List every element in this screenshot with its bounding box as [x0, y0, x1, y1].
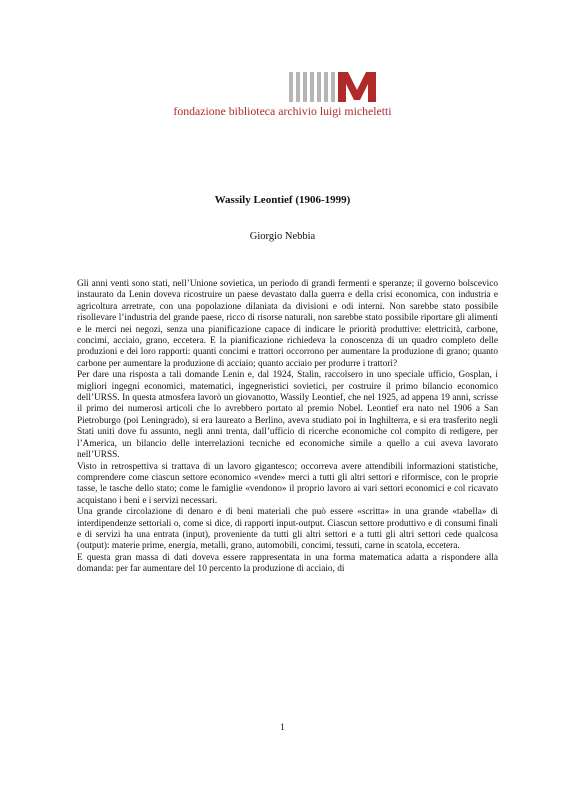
paragraph: Visto in retrospettiva si trattava di un lavoro gigantesco; occorreva avere attendibili informazioni statistiche, comprendere come ciascun settore economico «vende» merci a tutti gli altri settori e riformisce, con le proprie tasse, le tasche dello stato; come le famiglie «vendono» il proprio lavoro ai vari settori economici e col ricavato acquistano i beni e i servizi necessari.: [77, 461, 498, 506]
logo-m-icon: [289, 72, 389, 102]
paragraph: Gli anni venti sono stati, nell’Unione sovietica, un periodo di grandi fermenti e speranze; il governo bolscevico instaurato da Lenin doveva ricostruire un paese devastato dalla guerra e della crisi economica, con industria e agricoltura arretrate, con una popolazione dilaniata da divisioni e odi interni. Non sarebbe stato possibile risollevare l’industria del grande paese, ricco di risorse naturali, non sarebbe stato possibile riportare gli alimenti e le merci nei negozi, senza una pianificazione capace di indicare le priorità produttive: elettricità, carbone, concimi, acciaio, grano, eccetera. E la pianificazione richiedeva la conoscenza di un quadro completo delle produzioni e dei loro rapporti: quanti concimi e trattori occorrono per aumentare la produzione di grano; quanto carbone per aumentare la produzione di acciaio; quanto acciaio per produrre i trattori?: [77, 279, 498, 369]
paragraph: Per dare una risposta a tali domande Lenin e, dal 1924, Stalin, raccolsero in uno speciale ufficio, Gosplan, i migliori ingegni economici, matematici, ingegneristici sovietici, per costruire il primo bilancio economico dell’URSS. In questa atmosfera lavorò un giovanotto, Wassily Leontief, che nel 1925, ad appena 19 anni, scrisse il primo dei numerosi articoli che lo avrebbero portato al premio Nobel. Leontief era nato nel 1906 a San Pietroburgo (poi Leningrado), si era laureato a Berlino, aveva studiato poi in Inghilterra, e si era trasferito negli Stati uniti dove fu assunto, negli anni trenta, dall’ufficio di ricerche economiche col compito di redigere, per l’America, un bilancio delle interrelazioni tecniche ed economiche simile a quello a cui aveva lavorato nell’URSS.: [77, 370, 498, 461]
logo-m-letter: [338, 72, 376, 102]
paragraph: Una grande circolazione di denaro e di beni materiali che può essere «scritta» in una grande «tabella» di interdipendenze settoriali o, come si dice, di rapporti input-output. Ciascun settore produttivo e di consumi finali e di servizi ha una entrata (input), proveniente da tutti gli altri settori e a tutti gli altri settori cede qualcosa (output): materie prime, energia, metalli, grano, automobili, concimi, tessuti, carne in scatola, eccetera.: [77, 507, 498, 552]
document-body: [77, 279, 498, 576]
foundation-name: fondazione biblioteca archivio luigi micheletti: [173, 104, 392, 118]
page-number: 1: [280, 723, 285, 733]
document-title: Wassily Leontief (1906-1999): [214, 194, 351, 206]
paragraph: E questa gran massa di dati doveva essere rappresentata in una forma matematica adatta a rispondere alla domanda: per far aumentare del 10 percento la produzione di acciaio, di: [77, 552, 498, 575]
document-author: Giorgio Nebbia: [249, 231, 316, 242]
logo-stripes: [289, 72, 335, 102]
